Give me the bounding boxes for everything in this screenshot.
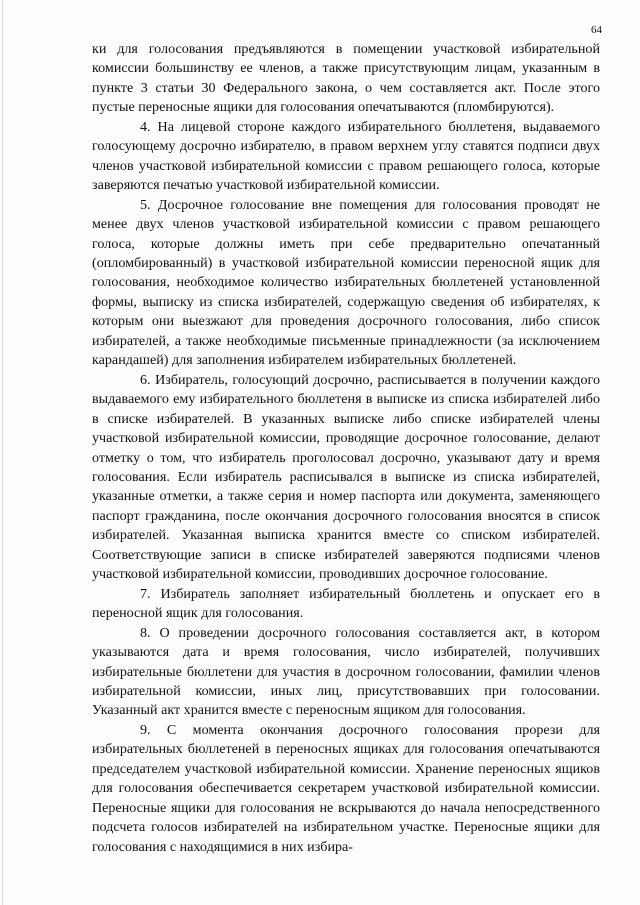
- page-number: 64: [591, 24, 602, 36]
- paragraph-8: 8. О проведении досрочного голосования составляется акт, в котором указываются дата и время голосования, число избирателей, получивших избирательные бюллетени для участия в досрочном голосовании, фамилии членов избирательной комиссии, иных лиц, присутствовавших при голосовании. Указанный акт хранится вместе с переносным ящиком для голосования.: [92, 624, 600, 719]
- document-body: [92, 40, 600, 857]
- paragraph-9: 9. С момента окончания досрочного голосования прорези для избирательных бюллетеней в переносных ящиках для голосования опечатываются председателем участковой избирательной комиссии. Хранение переносных ящиков для голосования обеспечивается секретарем участковой избирательной комиссии. Переносные ящики для голосования не вскрываются до начала непосредственного подсчета голосов избирателей на избирательном участке. Переносные ящики для голосования с находящимися в них избира-: [92, 721, 600, 855]
- paragraph-5: 5. Досрочное голосование вне помещения для голосования проводят не менее двух членов участковой избирательной комиссии с правом решающего голоса, которые должны иметь при себе предварительно опечатанный (опломбированный) в участковой избирательной комиссии переносной ящик для голосования, необходимое количество избирательных бюллетеней установленной формы, выписку из списка избирателей, содержащую сведения об избирателях, к которым они выезжают для проведения досрочного голосования, либо список избирателей, а также необходимые письменные принадлежности (за исключением карандашей) для заполнения избирателем избирательных бюллетеней.: [92, 196, 600, 369]
- paragraph-7: 7. Избиратель заполняет избирательный бюллетень и опускает его в переносной ящик для голосования.: [92, 585, 600, 622]
- paragraph-4: 4. На лицевой стороне каждого избирательного бюллетеня, выдаваемого голосующему досрочно избирателю, в правом верхнем углу ставятся подписи двух членов участковой избирательной комиссии с правом решающего голоса, которые заверяются печатью участковой избирательной комиссии.: [92, 118, 600, 194]
- scan-edge: [2, 0, 3, 905]
- paragraph-6: 6. Избиратель, голосующий досрочно, расписывается в получении каждого выдаваемого ему избирательного бюллетеня в выписке из списка избирателей либо в списке избирателей. В указанных выписке либо списке избирателей члены участковой избирательной комиссии, проводящие досрочное голосование, делают отметку о том, что избиратель проголосовал досрочно, указывают дату и время голосования. Если избиратель расписывался в выписке из списка избирателей, указанные отметки, а также серия и номер паспорта или документа, заменяющего паспорт гражданина, после окончания досрочного голосования вносятся в список избирателей. Указанная выписка хранится вместе со списком избирателей. Соответствующие записи в списке избирателей заверяются подписями членов участковой избирательной комиссии, проводивших досрочное голосование.: [92, 371, 600, 583]
- paragraph-continuation: ки для голосования предъявляются в помещении участковой избирательной комиссии большинству ее членов, а также присутствующим лицам, указанным в пункте 3 статьи 30 Федерального закона, о чем составляется акт. После этого пустые переносные ящики для голосования опечатываются (пломбируются).: [92, 41, 600, 116]
